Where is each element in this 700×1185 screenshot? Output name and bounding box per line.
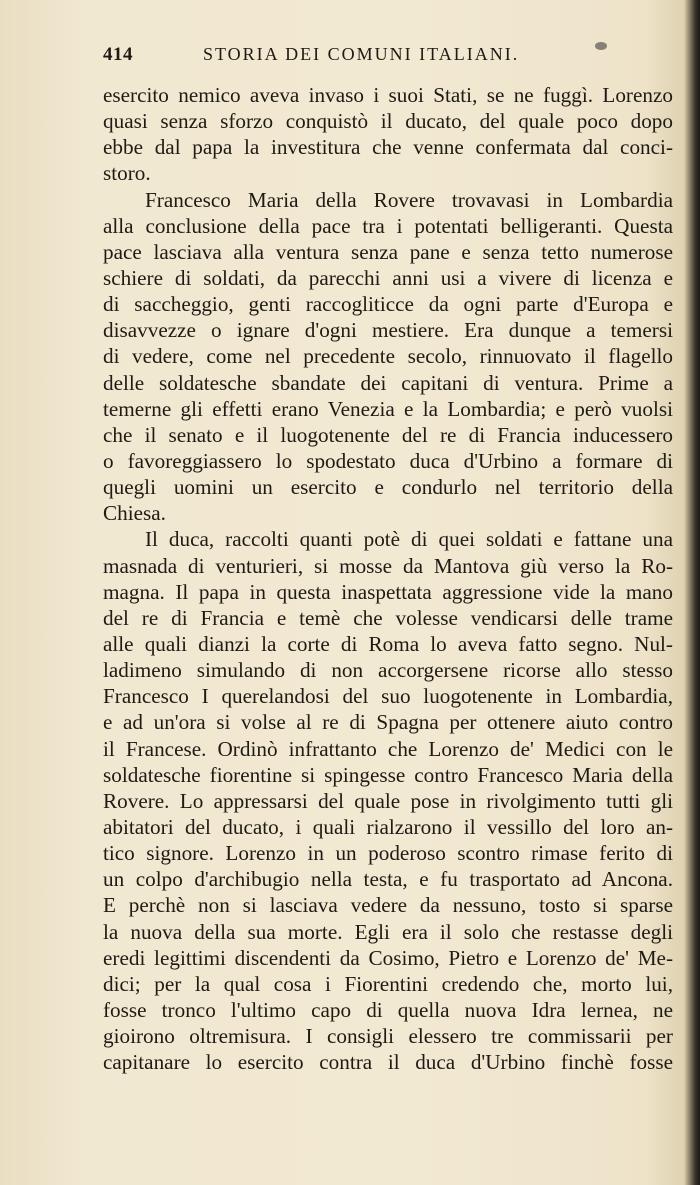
text-line: quegli uomini un esercito e condurlo nel territorio della <box>103 475 673 500</box>
text-line: quasi senza sforzo conquistò il ducato, del quale poco dopo <box>103 109 673 134</box>
text-line: delle soldatesche sbandate dei capitani di ventura. Prime a <box>103 370 673 395</box>
text-line: soldatesche fiorentine si spingesse contro Francesco Maria della <box>103 762 673 787</box>
body-text <box>103 82 673 1075</box>
text-line: alle quali dianzi la corte di Roma lo aveva fatto segno. Nul- <box>103 631 673 656</box>
text-line: la nuova della sua morte. Egli era il solo che restasse degli <box>103 919 673 944</box>
text-line: o favoreggiassero lo spodestato duca d'Urbino a formare di <box>103 448 673 473</box>
text-line: magna. Il papa in questa inaspettata aggressione vide la mano <box>103 579 673 604</box>
page-edge-shadow <box>684 0 700 1185</box>
text-line: Chiesa. <box>103 501 166 526</box>
text-line: storo. <box>103 161 151 186</box>
ink-spot <box>595 42 607 50</box>
running-header <box>103 44 673 72</box>
text-line: fosse tronco l'ultimo capo di quella nuova Idra lernea, ne <box>103 997 673 1022</box>
text-line: di vedere, come nel precedente secolo, rinnuovato il flagello <box>103 344 673 369</box>
text-line: masnada di venturieri, si mosse da Mantova giù verso la Ro- <box>103 553 673 578</box>
text-line: temerne gli effetti erano Venezia e la Lombardia; e però vuolsi <box>103 396 673 421</box>
text-line: il Francese. Ordinò infrattanto che Lorenzo de' Medici con le <box>103 736 673 761</box>
text-line: pace lasciava alla ventura senza pane e senza tetto numerose <box>103 239 673 264</box>
text-line: di saccheggio, genti raccogliticce da ogni parte d'Europa e <box>103 292 673 317</box>
text-line: capitanare lo esercito contra il duca d'Urbino finchè fosse <box>103 1050 673 1075</box>
text-line: un colpo d'archibugio nella testa, e fu trasportato ad Ancona. <box>103 867 673 892</box>
text-line: E perchè non si lasciava vedere da nessuno, tosto si sparse <box>103 893 673 918</box>
text-line: e ad un'ora si volse al re di Spagna per ottenere aiuto contro <box>103 710 673 735</box>
text-line: Rovere. Lo appressarsi del quale pose in rivolgimento tutti gli <box>103 788 673 813</box>
text-line: Francesco Maria della Rovere trovavasi in Lombardia <box>145 187 673 212</box>
text-line: abitatori del ducato, i quali rialzarono il vessillo del loro an- <box>103 814 673 839</box>
text-line: Francesco I querelandosi del suo luogotenente in Lombardia, <box>103 684 673 709</box>
text-line: ebbe dal papa la investitura che venne confermata dal conci- <box>103 135 673 160</box>
text-line: esercito nemico aveva invaso i suoi Stati, se ne fuggì. Lorenzo <box>103 83 673 107</box>
text-line: schiere di soldati, da parecchi anni usi a vivere di licenza e <box>103 265 673 290</box>
text-line: disavvezze o ignare d'ogni mestiere. Era dunque a temersi <box>103 318 673 343</box>
text-line: eredi legittimi discendenti da Cosimo, Pietro e Lorenzo de' Me- <box>103 945 673 970</box>
text-line: alla conclusione della pace tra i potentati belligeranti. Questa <box>103 213 673 238</box>
text-line: che il senato e il luogotenente del re di Francia inducessero <box>103 422 673 447</box>
text-line: tico signore. Lorenzo in un poderoso scontro rimase ferito di <box>103 841 673 866</box>
text-line: Il duca, raccolti quanti potè di quei soldati e fattane una <box>145 527 673 552</box>
text-line: ladimeno simulando di non accorgersene ricorse allo stesso <box>103 658 673 683</box>
text-line: gioirono oltremisura. I consigli elessero tre commissarii per <box>103 1024 673 1049</box>
page-number: 414 <box>103 44 133 65</box>
running-title: STORIA DEI COMUNI ITALIANI. <box>203 44 520 64</box>
text-line: dici; per la qual cosa i Fiorentini credendo che, morto lui, <box>103 971 673 996</box>
text-line: del re di Francia e temè che volesse vendicarsi delle trame <box>103 605 673 630</box>
